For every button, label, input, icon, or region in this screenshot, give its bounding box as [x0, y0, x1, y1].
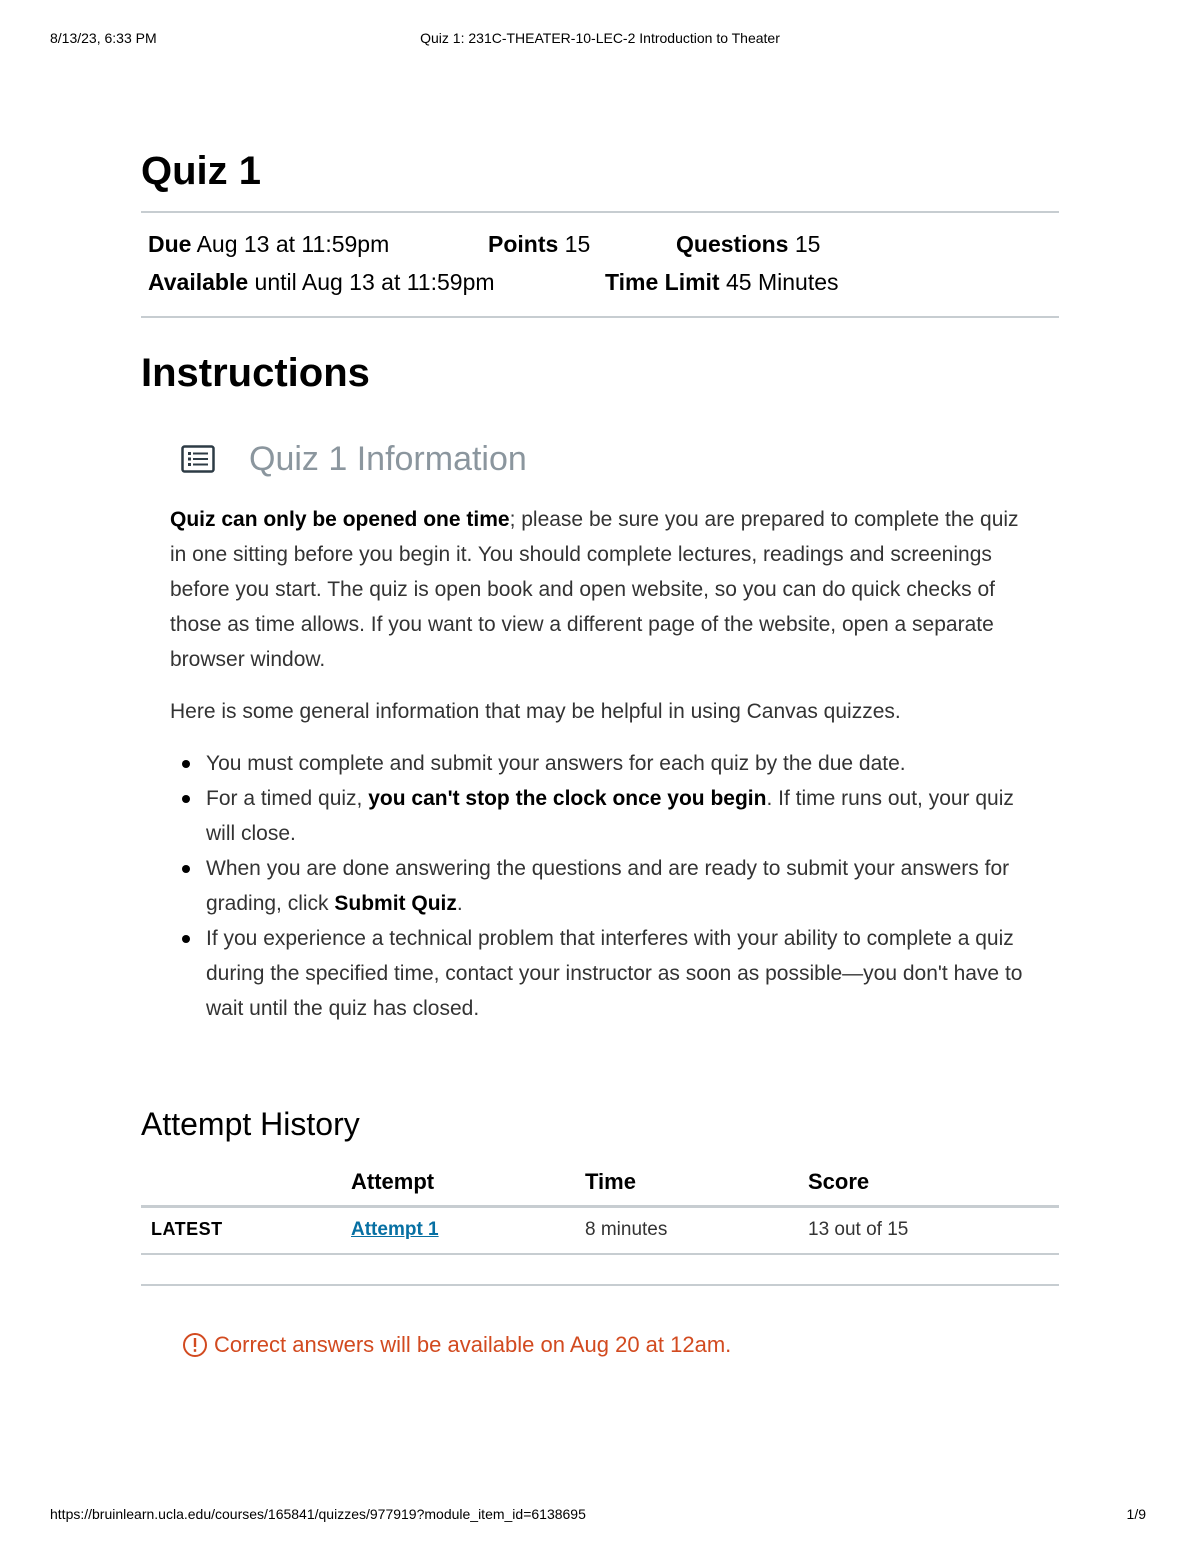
time-limit — [605, 269, 839, 296]
available-value: until Aug 13 at 11:59pm — [254, 269, 495, 295]
instructions-list — [170, 746, 1040, 1026]
due-value: Aug 13 at 11:59pm — [196, 231, 390, 257]
list-item-text: When you are done answering the questions and are ready to submit your answers for grading, click — [206, 857, 1010, 915]
list-item — [170, 851, 1040, 921]
list-document-icon — [181, 442, 215, 476]
table-header-divider — [141, 1205, 1059, 1208]
time-limit-label: Time Limit — [605, 269, 720, 295]
instructions-paragraph-1 — [170, 502, 1040, 677]
divider — [141, 1284, 1059, 1286]
bullet-dot — [182, 760, 190, 768]
due-label: Due — [148, 231, 192, 257]
print-datetime: 8/13/23, 6:33 PM — [50, 30, 157, 46]
paragraph-text: ; please be sure you are prepared to complete the quiz in one sitting before you begin it. You should complete lectures, readings and screenings before you start. The quiz is open book and open website, so you can do quick checks of those as time allows. If you want to view a different page of the website, open a separate browser window. — [170, 508, 1019, 671]
column-header-time: Time — [585, 1169, 636, 1194]
bullet-dot — [182, 865, 190, 873]
list-item — [170, 921, 1040, 1026]
attempt-link-cell — [351, 1219, 439, 1241]
due-date — [148, 231, 389, 258]
print-title: Quiz 1: 231C-THEATER-10-LEC-2 Introduction to Theater — [420, 30, 780, 46]
print-url: https://bruinlearn.ucla.edu/courses/165841/quizzes/977919?module_item_id=6138695 — [50, 1506, 586, 1522]
list-item — [170, 781, 1040, 851]
divider — [141, 316, 1059, 318]
list-item-text: If you experience a technical problem that interferes with your ability to complete a quiz during the specified time, contact your instructor as soon as possible—you don't have to wait until the quiz has closed. — [206, 927, 1023, 1020]
questions-value: 15 — [794, 231, 821, 257]
questions — [676, 231, 820, 258]
available-label: Available — [148, 269, 249, 295]
once-only-notice: Quiz can only be opened one time — [170, 508, 510, 531]
info-title: Quiz 1 Information — [249, 440, 527, 478]
latest-badge: LATEST — [151, 1219, 223, 1239]
list-item — [170, 746, 1040, 781]
notice-text: Correct answers will be available on Aug 20 at 12am. — [214, 1332, 732, 1357]
instructions-heading: Instructions — [141, 351, 370, 395]
bullet-dot — [182, 935, 190, 943]
list-item-text: . — [456, 892, 463, 915]
attempt-history-heading: Attempt History — [141, 1106, 360, 1142]
table-row-divider — [141, 1253, 1059, 1255]
list-item-emphasis: you can't stop the clock once you begin — [368, 787, 767, 810]
bullet-dot — [182, 795, 190, 803]
points-value: 15 — [564, 231, 591, 257]
instructions-paragraph-2: Here is some general information that may be helpful in using Canvas quizzes. — [170, 700, 901, 723]
list-item-text: You must complete and submit your answers for each quiz by the due date. — [206, 752, 906, 775]
list-item-text: . If time runs out, your quiz will close. — [206, 787, 1014, 845]
divider — [141, 211, 1059, 213]
list-item-text: For a timed quiz, — [206, 787, 369, 810]
page-number: 1/9 — [1126, 1506, 1146, 1522]
list-item-emphasis: Submit Quiz — [334, 892, 457, 915]
questions-label: Questions — [676, 231, 789, 257]
column-header-attempt: Attempt — [351, 1169, 435, 1194]
warning-circle-icon — [182, 1332, 208, 1358]
attempt-time: 8 minutes — [585, 1219, 668, 1240]
points — [488, 231, 590, 258]
page-title: Quiz 1 — [141, 149, 262, 193]
attempt-score: 13 out of 15 — [808, 1219, 909, 1240]
attempt-link[interactable]: Attempt 1 — [351, 1219, 439, 1240]
time-limit-value: 45 Minutes — [726, 269, 839, 295]
availability — [148, 269, 495, 296]
points-label: Points — [488, 231, 559, 257]
column-header-score: Score — [808, 1169, 870, 1194]
